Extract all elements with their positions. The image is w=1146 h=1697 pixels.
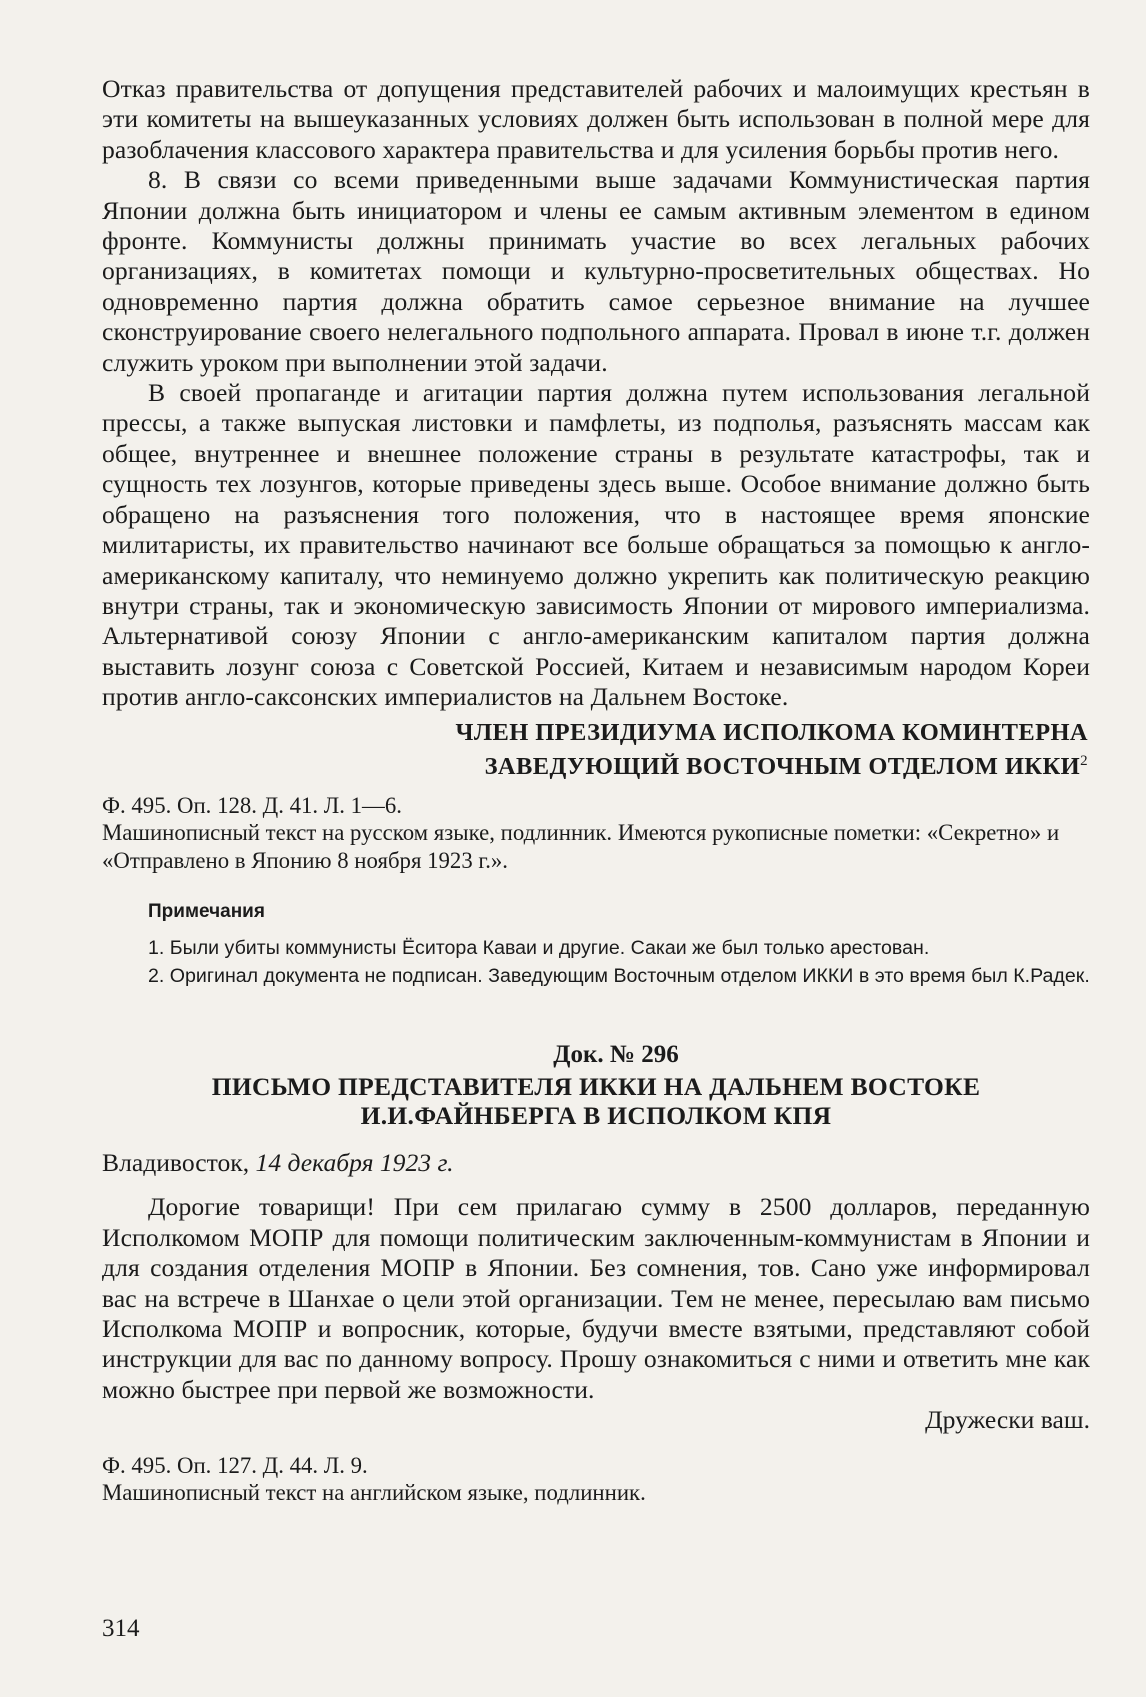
signature-line-1: ЧЛЕН ПРЕЗИДИУМА ИСПОЛКОМА КОМИНТЕРНА: [455, 718, 1088, 746]
signature-line-2: [102, 747, 1088, 782]
letter-body: Дорогие товарищи! При сем прилагаю сумму в 2500 долларов, переданную Исполкомом МОПР для помощи политическим заключенным-коммунистам в Японии и для создания отделения МОПР в Японии. Без сомнения, тов. Сано уже информировал вас на встрече в Шанхае о цели этой организации. Тем не менее, пересылаю вам письмо Исполкома МОПР и вопросник, которые, будучи вместе взятыми, представляют собой инструкции для вас по данному вопросу. Прошу ознакомиться с ними и ответить мне как можно быстрее при первой же возможности.: [102, 1192, 1090, 1404]
letter-place: Владивосток,: [102, 1148, 250, 1178]
notes-heading: Примечания: [148, 901, 265, 923]
notes-list: [102, 935, 1090, 990]
archive-reference-1: Ф. 495. Оп. 128. Д. 41. Л. 1—6.: [102, 792, 402, 818]
note-item-2: 2. Оригинал документа не подписан. Заведующим Восточным отделом ИККИ в это время был К.Радек.: [148, 964, 1090, 987]
document-title-line-2: И.И.ФАЙНБЕРГА В ИСПОЛКОМ КПЯ: [360, 1101, 832, 1131]
document-title: [102, 1072, 1090, 1130]
note-item-1: 1. Были убиты коммунисты Ёситора Каваи и другие. Сакаи же был только арестован.: [148, 937, 930, 960]
letter-date: 14 декабря 1923 г.: [255, 1148, 454, 1178]
continuation-paragraph: Отказ правительства от допущения представителей рабочих и малоимущих крестьян в эти комитеты на вышеуказанных условиях должен быть использован в полной мере для разоблачения классового характера правительства и для усиления борьбы против него.: [102, 74, 1090, 164]
source-description-2: Машинописный текст на английском языке, подлинник.: [102, 1480, 646, 1506]
paragraph-8: 8. В связи со всеми приведенными выше задачами Коммунистическая партия Японии должна быть инициатором и члены ее самым активным элементом в едином фронте. Коммунисты должны принимать участие во всех легальных рабочих организациях, в комитетах помощи и культурно-просветительных обществах. Но одновременно партия должна обратить самое серьезное внимание на лучшее сконструирование своего нелегального подпольного аппарата. Провал в июне т.г. должен служить уроком при выполнении этой задачи.: [102, 165, 1090, 377]
archive-reference-2: Ф. 495. Оп. 127. Д. 44. Л. 9.: [102, 1452, 368, 1478]
source-block-2: [102, 1452, 1090, 1507]
paragraph-propaganda: В своей пропаганде и агитации партия должна путем использования легальной прессы, а также выпуская листовки и памфлеты, из подполья, разъяснять массам как общее, внутреннее и внешнее положение страны в результате катастрофы, так и сущность тех лозунгов, которые приведены здесь выше. Особое внимание должно быть обращено на разъяснения того положения, что в настоящее время японские милитаристы, их правительство начинают все больше обращаться за помощью к англо-американскому капиталу, что неминуемо должно укрепить как политическую реакцию внутри страны, так и экономическую зависимость Японии от мирового империализма. Альтернативой союзу Японии с англо-американским капиталом партия должна выставить лозунг союза с Советской Россией, Китаем и независимым народом Кореи против англо-саксонских империалистов на Дальнем Востоке.: [102, 378, 1090, 712]
document-number: Док. № 296: [553, 1041, 679, 1069]
source-description-1: Машинописный текст на русском языке, подлинник. Имеются рукописные пометки: «Секретно» и «Отправлено в Японию 8 ноября 1923 г.».: [102, 820, 1060, 873]
footnote-marker: 2: [1080, 753, 1088, 770]
letter-closing: Дружески ваш.: [925, 1405, 1090, 1435]
document-title-line-1: ПИСЬМО ПРЕДСТАВИТЕЛЯ ИККИ НА ДАЛЬНЕМ ВОСТОКЕ: [211, 1072, 981, 1102]
place-date: [102, 1148, 1090, 1178]
page-number: 314: [102, 1615, 140, 1642]
signature-line-2-text: ЗАВЕДУЮЩИЙ ВОСТОЧНЫМ ОТДЕЛОМ ИККИ: [484, 753, 1081, 781]
source-block-1: [102, 792, 1090, 875]
signature-block: [102, 719, 1090, 782]
